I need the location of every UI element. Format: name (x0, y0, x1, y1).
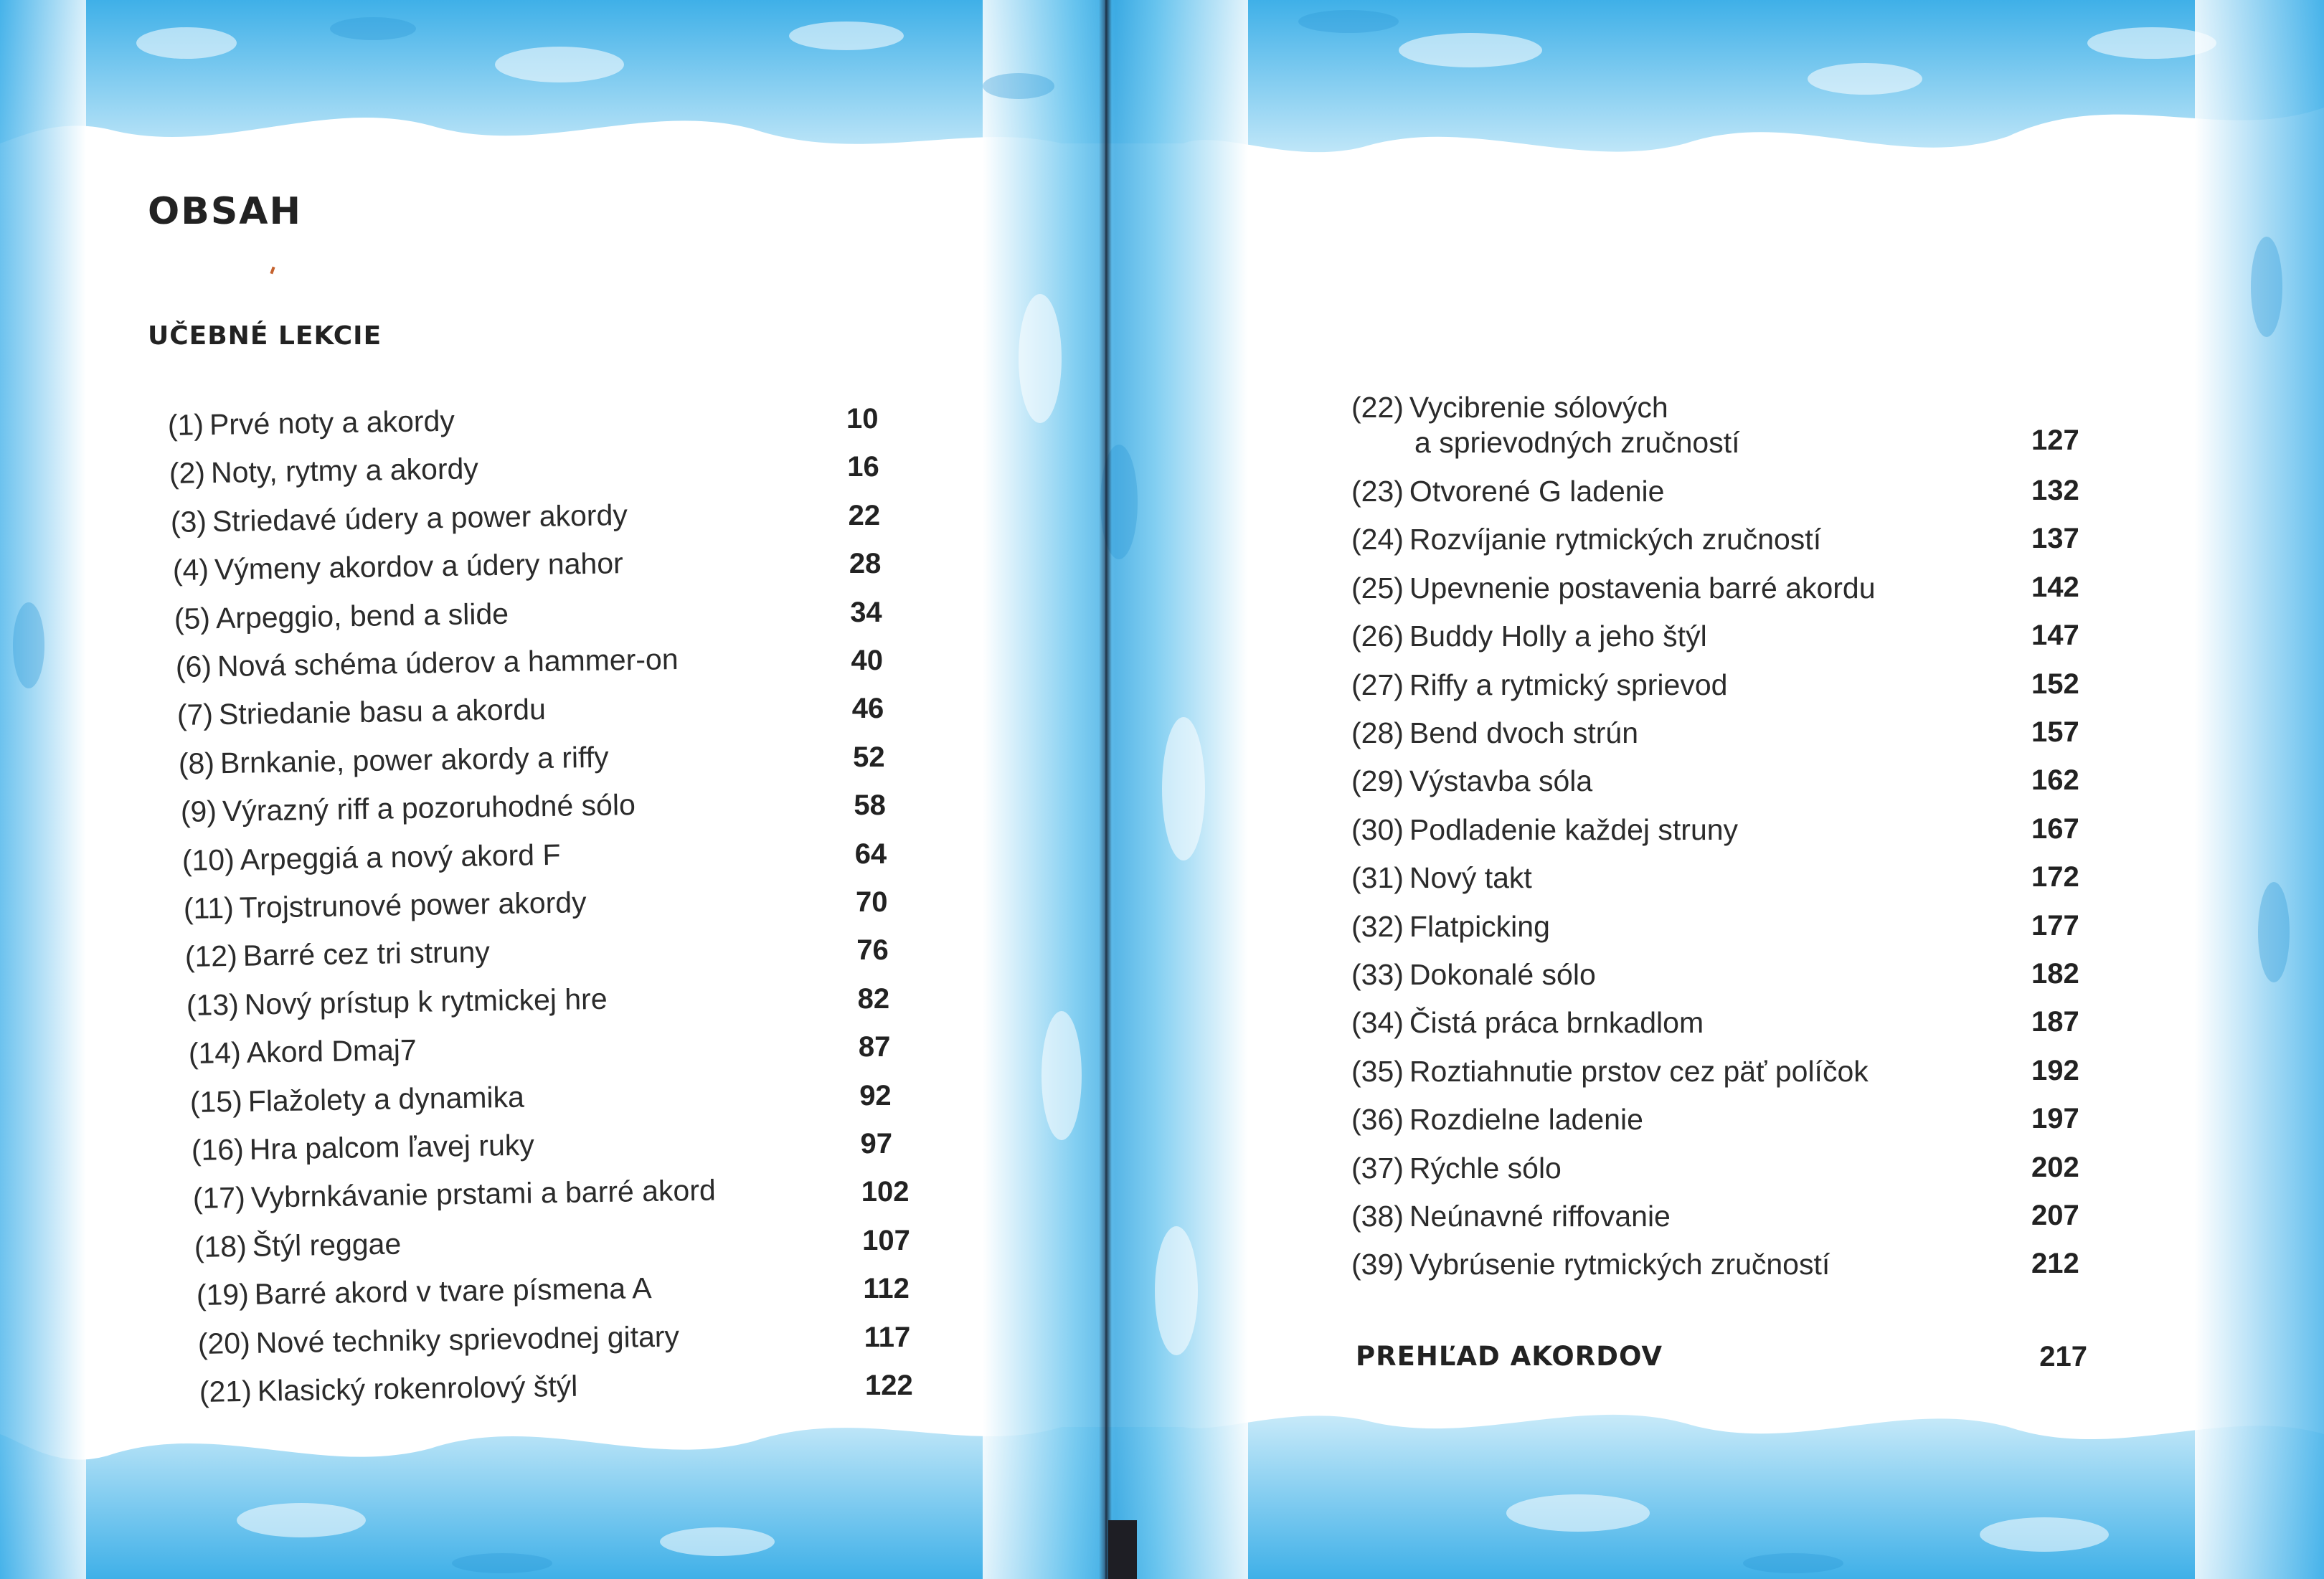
toc-entry[interactable] (179, 740, 610, 790)
toc-entry-page-number: 92 (859, 1079, 892, 1111)
book-spine-edge (1108, 1520, 1137, 1579)
toc-entry[interactable] (172, 546, 623, 597)
toc-summary-row[interactable] (1356, 1341, 2087, 1384)
toc-entry-page-number: 40 (851, 645, 883, 676)
toc-entry-page-number: 58 (854, 790, 886, 822)
toc-entry-label: Čistá práca brnkadlom (1409, 1006, 1704, 1040)
toc-entry-label: Dokonalé sólo (1409, 958, 1596, 991)
toc-entry[interactable] (193, 1174, 717, 1225)
toc-entry[interactable] (186, 982, 608, 1032)
toc-entry-page-number: 82 (857, 982, 890, 1015)
toc-entry[interactable] (171, 498, 628, 549)
toc-entry[interactable] (196, 1271, 652, 1322)
toc-entry-page-number: 117 (864, 1321, 911, 1353)
toc-entry-page-number: 197 (2031, 1103, 2079, 1135)
toc-entry[interactable] (194, 1227, 402, 1274)
toc-entry-page-number: 207 (2031, 1200, 2079, 1231)
toc-entry-page-number: 22 (848, 499, 881, 531)
toc-entry[interactable] (1351, 958, 1596, 1001)
toc-entry-number: (35) (1351, 1054, 1404, 1088)
toc-entry-label: Upevnenie postavenia barré akordu (1409, 571, 1876, 604)
toc-entry-label: Nový takt (1409, 861, 1532, 895)
toc-entry-number: (33) (1351, 958, 1404, 991)
toc-entry-number: (30) (1351, 812, 1404, 846)
book-spine (1099, 0, 1112, 1579)
toc-entry-label: Klasický rokenrolový štýl (257, 1369, 578, 1408)
toc-entry-label: Nový prístup k rytmickej hre (244, 982, 608, 1021)
toc-entry-label: Vycibrenie sólových (1409, 391, 1668, 424)
toc-entry[interactable] (1351, 1055, 1869, 1098)
toc-entry-page-number: 172 (2031, 861, 2079, 893)
toc-entry-number: (21) (199, 1374, 252, 1408)
toc-entry-page-number: 10 (846, 403, 879, 435)
toc-entry[interactable] (197, 1319, 679, 1370)
toc-entry[interactable] (185, 936, 491, 984)
toc-entry[interactable] (169, 452, 479, 501)
toc-entry[interactable] (1351, 572, 1876, 615)
summary-label: PREHĽAD AKORDOV (1356, 1341, 1663, 1372)
toc-entry[interactable] (180, 788, 636, 838)
summary-page-number: 217 (2039, 1341, 2087, 1372)
toc-entry-page-number: 162 (2031, 764, 2079, 797)
toc-entry[interactable] (168, 404, 455, 452)
toc-title: OBSAH (148, 190, 303, 233)
toc-entry[interactable] (192, 1128, 535, 1177)
toc-entry-number: (12) (184, 939, 238, 974)
toc-entry-page-number: 28 (849, 548, 882, 580)
toc-entry-page-number: 182 (2031, 958, 2079, 990)
toc-entry-page-number: 76 (856, 934, 889, 967)
toc-entry-label: Arpeggio, bend a slide (215, 597, 509, 635)
toc-entry-label: Barré cez tri struny (242, 935, 491, 973)
toc-entry-label: Neúnavné riffovanie (1409, 1200, 1671, 1233)
toc-entry[interactable] (189, 1080, 524, 1128)
toc-entry-label: Rozdielne ladenie (1409, 1103, 1643, 1137)
toc-entry-page-number: 34 (850, 596, 882, 628)
toc-entry-label: Akord Dmaj7 (246, 1033, 417, 1069)
toc-entry[interactable] (1351, 764, 1592, 807)
toc-entry-label: Nové techniky sprievodnej gitary (255, 1319, 680, 1360)
toc-entry-page-number: 46 (851, 693, 884, 725)
toc-entry-page-number: 64 (854, 838, 887, 870)
section-title: UČEBNÉ LEKCIE (148, 321, 382, 351)
toc-entry[interactable] (1351, 861, 1532, 904)
toc-entry-label: Výmeny akordov a údery nahor (214, 546, 623, 587)
toc-entry-page-number: 212 (2031, 1248, 2079, 1280)
toc-entry-label-continued: a sprievodných zručností (1414, 426, 1740, 459)
toc-entry-label: Výrazný riff a pozoruhodné sólo (222, 788, 636, 828)
toc-entry-label: Riffy a rytmický sprievod (1409, 668, 1728, 701)
toc-entry-page-number: 177 (2031, 909, 2079, 942)
toc-entry-number: (17) (192, 1181, 246, 1215)
toc-entry-label: Barré akord v tvare písmena A (254, 1271, 652, 1311)
toc-entry-number: (19) (196, 1278, 249, 1312)
toc-entry-page-number: 147 (2031, 620, 2079, 652)
toc-entry[interactable] (1351, 813, 1738, 856)
toc-entry-page-number: 152 (2031, 668, 2079, 700)
toc-entry-number: (29) (1351, 764, 1404, 798)
toc-entry-page-number: 167 (2031, 812, 2079, 845)
toc-entry-page-number: 52 (853, 741, 885, 773)
toc-entry[interactable] (1351, 523, 1821, 566)
toc-entry[interactable] (1351, 910, 1550, 953)
toc-entry-number: (8) (178, 746, 215, 780)
toc-entry-label: Otvorené G ladenie (1409, 475, 1665, 508)
toc-entry-page-number: 16 (847, 451, 879, 483)
toc-entry[interactable] (177, 693, 547, 741)
toc-entry-number: (27) (1351, 668, 1404, 701)
toc-entry-label: Rozvíjanie rytmických zručností (1409, 523, 1822, 556)
toc-entry-label: Vybrúsenie rytmických zručností (1409, 1248, 1831, 1281)
toc-entry-page-number: 122 (865, 1370, 913, 1401)
toc-entry[interactable] (1351, 1200, 1671, 1243)
toc-entry-label: Nová schéma úderov a hammer-on (217, 642, 679, 683)
toc-entry[interactable] (199, 1370, 578, 1418)
toc-entry-label: Podladenie každej struny (1409, 812, 1739, 846)
toc-entry-number: (32) (1351, 909, 1404, 943)
toc-entry-label: Flatpicking (1409, 909, 1550, 943)
toc-entry-label: Výstavba sóla (1409, 764, 1593, 798)
toc-entry-page-number: 112 (863, 1273, 910, 1305)
toc-entry-number: (10) (181, 843, 235, 877)
toc-entry-number: (1) (167, 408, 204, 442)
toc-entry[interactable] (1351, 716, 1638, 759)
toc-entry-label: Arpeggiá a nový akord F (240, 838, 561, 876)
toc-entry[interactable] (1351, 668, 1727, 711)
toc-entry-number: (3) (170, 505, 207, 539)
toc-entry-number: (23) (1351, 475, 1404, 508)
toc-entry-page-number: 187 (2031, 1006, 2079, 1038)
toc-entry[interactable] (1351, 475, 1664, 518)
toc-entry-number: (22) (1351, 391, 1404, 424)
toc-entry-number: (34) (1351, 1006, 1404, 1040)
toc-entry-page-number: 127 (2031, 425, 2079, 456)
toc-entry-number: (4) (172, 553, 209, 587)
toc-entry-number: (38) (1351, 1200, 1404, 1233)
toc-entry-label: Bend dvoch strún (1409, 716, 1639, 749)
toc-entry[interactable] (181, 838, 561, 886)
toc-entry-page-number: 87 (858, 1031, 891, 1063)
toc-entry-page-number: 132 (2031, 475, 2079, 506)
toc-entry-label: Brnkanie, power akordy a riffy (220, 740, 610, 779)
toc-entry-label: Striedavé údery a power akordy (212, 498, 628, 538)
toc-entry[interactable] (1351, 620, 1707, 663)
toc-entry-number: (11) (183, 891, 235, 925)
toc-entry-number: (15) (189, 1084, 242, 1119)
toc-entry-number: (7) (176, 698, 214, 732)
toc-entry-number: (16) (191, 1132, 245, 1167)
toc-entry-page-number: 142 (2031, 571, 2079, 603)
toc-entry-number: (5) (174, 601, 211, 635)
toc-entry-label: Štýl reggae (252, 1227, 402, 1263)
toc-entry[interactable] (188, 1033, 417, 1080)
toc-entry[interactable] (1351, 391, 1740, 459)
toc-entry[interactable] (1351, 1006, 1704, 1049)
toc-entry-number: (24) (1351, 523, 1404, 556)
toc-entry-number: (6) (175, 650, 212, 683)
toc-entry[interactable] (174, 597, 509, 645)
toc-entry-number: (18) (194, 1229, 247, 1263)
toc-entry-number: (9) (180, 795, 217, 829)
toc-entry-page-number: 97 (860, 1128, 892, 1160)
toc-entry-number: (31) (1351, 861, 1404, 895)
toc-entry-page-number: 102 (861, 1176, 910, 1208)
toc-entry-label: Prvé noty a akordy (209, 404, 455, 442)
toc-entry-label: Vybrnkávanie prstami a barré akord (250, 1173, 717, 1215)
toc-entry-page-number: 70 (856, 886, 888, 918)
toc-entry[interactable] (1351, 1152, 1562, 1195)
toc-entry-number: (39) (1351, 1248, 1404, 1281)
toc-entry[interactable] (176, 642, 679, 693)
toc-entry-label: Noty, rytmy a akordy (210, 452, 479, 490)
toc-entry[interactable] (1351, 1248, 1830, 1291)
toc-entry-number: (28) (1351, 716, 1404, 749)
toc-entry-number: (14) (188, 1036, 241, 1071)
toc-entry-label: Buddy Holly a jeho štýl (1409, 620, 1707, 653)
toc-entry-number: (26) (1351, 620, 1404, 653)
toc-entry[interactable] (184, 886, 587, 935)
toc-entry-number: (2) (169, 456, 206, 490)
toc-entry-label: Roztiahnutie prstov cez päť políčok (1409, 1054, 1869, 1088)
toc-entry[interactable] (1351, 1103, 1643, 1146)
toc-entry-label: Striedanie basu a akordu (218, 693, 547, 731)
toc-entry-page-number: 137 (2031, 523, 2079, 555)
toc-entry-number: (36) (1351, 1103, 1404, 1137)
toc-entry-number: (20) (197, 1326, 250, 1360)
toc-entry-number: (37) (1351, 1151, 1404, 1185)
toc-entry-page-number: 107 (862, 1224, 910, 1256)
toc-entry-label: Flažolety a dynamika (247, 1080, 525, 1118)
toc-entry-page-number: 157 (2031, 716, 2079, 748)
toc-entry-number: (25) (1351, 571, 1404, 604)
toc-entry-label: Rýchle sólo (1409, 1151, 1562, 1185)
toc-entry-number: (13) (186, 987, 240, 1022)
toc-entry-page-number: 202 (2031, 1151, 2079, 1183)
toc-entry-page-number: 192 (2031, 1054, 2079, 1086)
toc-entry-label: Hra palcom ľavej ruky (249, 1128, 535, 1166)
toc-entry-label: Trojstrunové power akordy (239, 886, 587, 924)
